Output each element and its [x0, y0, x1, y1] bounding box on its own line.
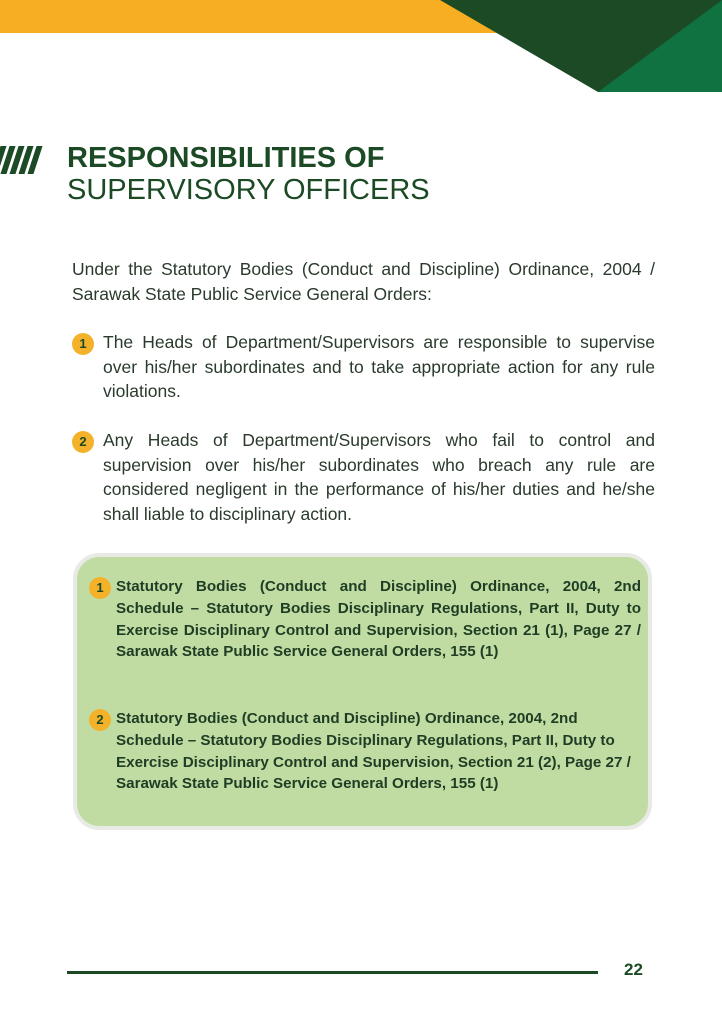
reference-text: Statutory Bodies (Conduct and Discipline) Ordinance, 2004, 2nd Schedule – Statutory Bodies Disciplinary Regulations, Part II, Duty to Exercise Disciplinary Control and Supervision, Section 21 (2), Page 27 / Sarawak State Public Service General Orders, 155 (1)	[116, 710, 631, 793]
page-number: 22	[624, 960, 643, 979]
number-badge: 1	[72, 333, 94, 355]
list-item-text: Any Heads of Department/Supervisors who fail to control and supervision over his/her subordinates who breach any rule are considered negligent in the performance of his/her duties and he/she shall liable to disciplinary action.	[103, 430, 655, 524]
title-line-1: RESPONSIBILITIES OF	[67, 142, 385, 174]
number-badge: 2	[89, 709, 111, 731]
list-item	[72, 428, 655, 526]
intro-paragraph: Under the Statutory Bodies (Conduct and Discipline) Ordinance, 2004 / Sarawak State Public Service General Orders:	[72, 259, 655, 304]
references-box	[73, 553, 652, 830]
list-item-text: The Heads of Department/Supervisors are responsible to supervise over his/her subordinates and to take appropriate action for any rule violations.	[103, 332, 655, 401]
page-title	[67, 142, 430, 206]
header-decoration	[0, 0, 722, 92]
number-badge: 1	[89, 577, 111, 599]
reference-item	[89, 708, 641, 795]
title-line-2: SUPERVISORY OFFICERS	[67, 174, 430, 206]
reference-item	[89, 576, 641, 663]
list-item	[72, 330, 655, 404]
slash-decoration	[0, 146, 38, 174]
number-badge: 2	[72, 431, 94, 453]
header-banner-graphic	[0, 0, 722, 92]
yellow-stripe	[0, 0, 520, 33]
reference-text: Statutory Bodies (Conduct and Discipline) Ordinance, 2004, 2nd Schedule – Statutory Bodies Disciplinary Regulations, Part II, Duty to Exercise Disciplinary Control and Supervision, Section 21 (1), Page 27 / Sarawak State Public Service General Orders, 155 (1)	[116, 578, 641, 661]
footer-divider	[67, 971, 598, 974]
